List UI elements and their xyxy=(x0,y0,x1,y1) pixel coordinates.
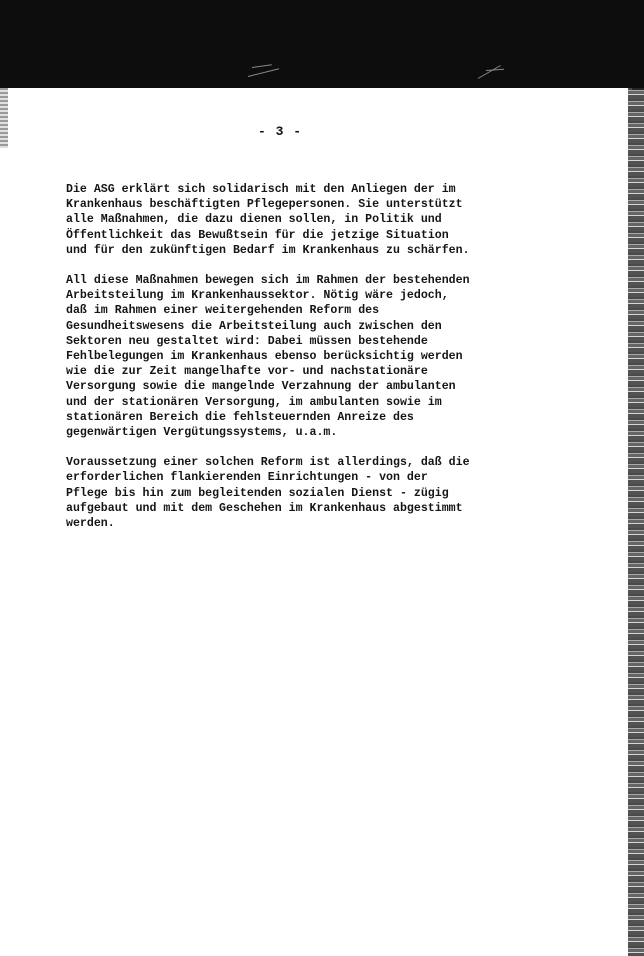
text-line: Krankenhaus beschäftigten Pflegepersonen. Sie unterstützt xyxy=(66,198,463,212)
text-line: Versorgung sowie die mangelnde Verzahnung der ambulanten xyxy=(66,380,456,394)
text-line: Arbeitsteilung im Krankenhaussektor. Nötig wäre jedoch, xyxy=(66,289,449,303)
text-line: und der stationären Versorgung, im ambulanten sowie im xyxy=(66,395,442,409)
paragraph-1 xyxy=(66,182,536,258)
text-line: erforderlichen flankierenden Einrichtungen - von der xyxy=(66,471,428,485)
text-line: gegenwärtigen Vergütungssystems, u.a.m. xyxy=(66,426,338,440)
paragraph-3 xyxy=(66,455,536,531)
text-line: Fehlbelegungen im Krankenhaus ebenso berücksichtig werden xyxy=(66,350,463,364)
text-line: werden. xyxy=(66,517,115,531)
scan-edge-left xyxy=(0,88,8,148)
text-line: Voraussetzung einer solchen Reform ist allerdings, daß die xyxy=(66,456,470,470)
paragraph-2 xyxy=(66,273,536,440)
text-line: stationären Bereich die fehlsteuernden Anreize des xyxy=(66,410,414,424)
text-line: Sektoren neu gestaltet wird: Dabei müssen bestehende xyxy=(66,334,428,348)
text-line: wie die zur Zeit mangelhafte vor- und nachstationäre xyxy=(66,365,428,379)
document-body xyxy=(66,182,536,546)
text-line: Öffentlichkeit das Bewußtsein für die jetzige Situation xyxy=(66,228,449,242)
scan-edge-right xyxy=(628,88,644,956)
text-line: Die ASG erklärt sich solidarisch mit den Anliegen der im xyxy=(66,183,456,196)
scan-border-top xyxy=(0,0,644,90)
text-line: daß im Rahmen einer weitergehenden Reform des xyxy=(66,304,380,318)
text-line: aufgebaut und mit dem Geschehen im Krankenhaus abgestimmt xyxy=(66,501,463,515)
page-number: - 3 - xyxy=(257,124,302,139)
text-line: alle Maßnahmen, die dazu dienen sollen, in Politik und xyxy=(66,213,442,227)
text-line: Pflege bis hin zum begleitenden sozialen Dienst - zügig xyxy=(66,486,449,500)
text-line: Gesundheitswesens die Arbeitsteilung auch zwischen den xyxy=(66,319,442,333)
text-line: und für den zukünftigen Bedarf im Krankenhaus zu schärfen. xyxy=(66,243,470,257)
text-line: All diese Maßnahmen bewegen sich im Rahmen der bestehenden xyxy=(66,274,470,288)
